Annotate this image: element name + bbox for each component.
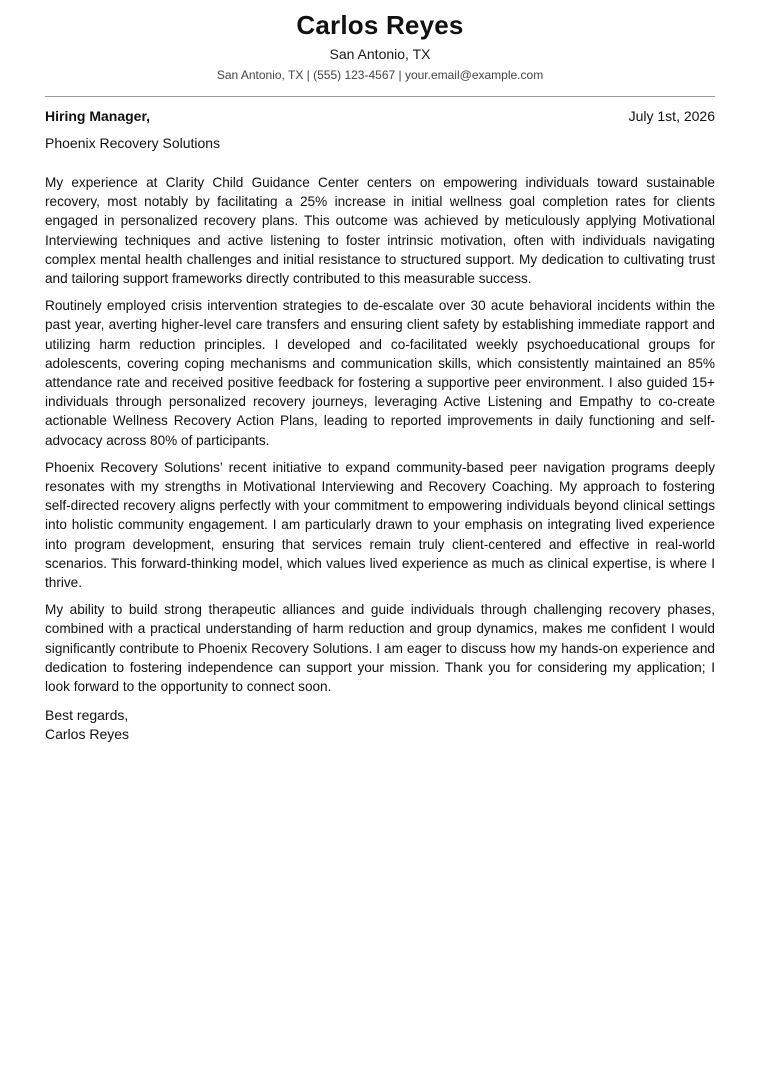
applicant-name: Carlos Reyes: [296, 10, 464, 40]
letter-date: July 1st, 2026: [628, 108, 715, 124]
body-paragraph-4: My ability to build strong therapeutic alliances and guide individuals through challenging recovery phases, combined with a practical understanding of harm reduction and group dynamics, makes me confident I would significantly contribute to Phoenix Recovery Solutions. I am eager to discuss how my hands-on experience and dedication to fostering independence can support your mission. Thank you for considering my application; I look forward to the opportunity to connect soon.: [45, 602, 715, 695]
letter-closing: [45, 706, 715, 744]
recipient-line: Hiring Manager,: [45, 108, 151, 124]
body-paragraph-2: Routinely employed crisis intervention strategies to de-escalate over 30 acute behavioral incidents within the past year, averting higher-level care transfers and ensuring client safety by establishing immediate rapport and utilizing harm reduction principles. I developed and co-facilitated weekly psychoeducational groups for adolescents, covering coping mechanisms and communication skills, which consistently maintained an 85% attendance rate and received positive feedback for fostering a supportive peer environment. I also guided 15+ individuals through personalized recovery journeys, leveraging Active Listening and Empathy to co-create actionable Wellness Recovery Action Plans, leading to reported improvements in daily functioning and self-advocacy across 80% of participants.: [45, 298, 715, 448]
body-paragraph-1: My experience at Clarity Child Guidance Center centers on empowering individuals toward sustainable recovery, most notably by facilitating a 25% increase in initial wellness goal completion rates for clients engaged in personalized recovery plans. This outcome was achieved by meticulously applying Motivational Interviewing techniques and active listening to foster intrinsic motivation, often with individuals navigating complex mental health challenges and initial resistance to structured support. My dedication to cultivating trust and tailoring support frameworks directly contributed to this measurable success.: [45, 175, 715, 287]
applicant-contact-line: San Antonio, TX | (555) 123-4567 | your.email@example.com: [216, 68, 544, 82]
closing-salutation: Best regards,: [45, 707, 129, 724]
body-paragraph-3: Phoenix Recovery Solutions’ recent initiative to expand community-based peer navigation programs deeply resonates with my strengths in Motivational Interviewing and Recovery Coaching. My approach to fostering self-directed recovery aligns perfectly with your commitment to empowering individuals beyond clinical settings into holistic community engagement. I am particularly drawn to your emphasis on integrating lived experience into program development, ensuring that services remain truly client-centered and effective in real-world scenarios. This forward-thinking model, which values lived experience as much as clinical expertise, is where I thrive.: [45, 459, 715, 591]
letter-body: [45, 173, 715, 696]
closing-signature: Carlos Reyes: [45, 726, 130, 743]
header-divider: [45, 96, 715, 97]
recipient-date-row: [45, 106, 715, 126]
applicant-location: San Antonio, TX: [329, 46, 431, 62]
recipient-company: Phoenix Recovery Solutions: [45, 135, 221, 151]
letter-header: [45, 8, 715, 84]
